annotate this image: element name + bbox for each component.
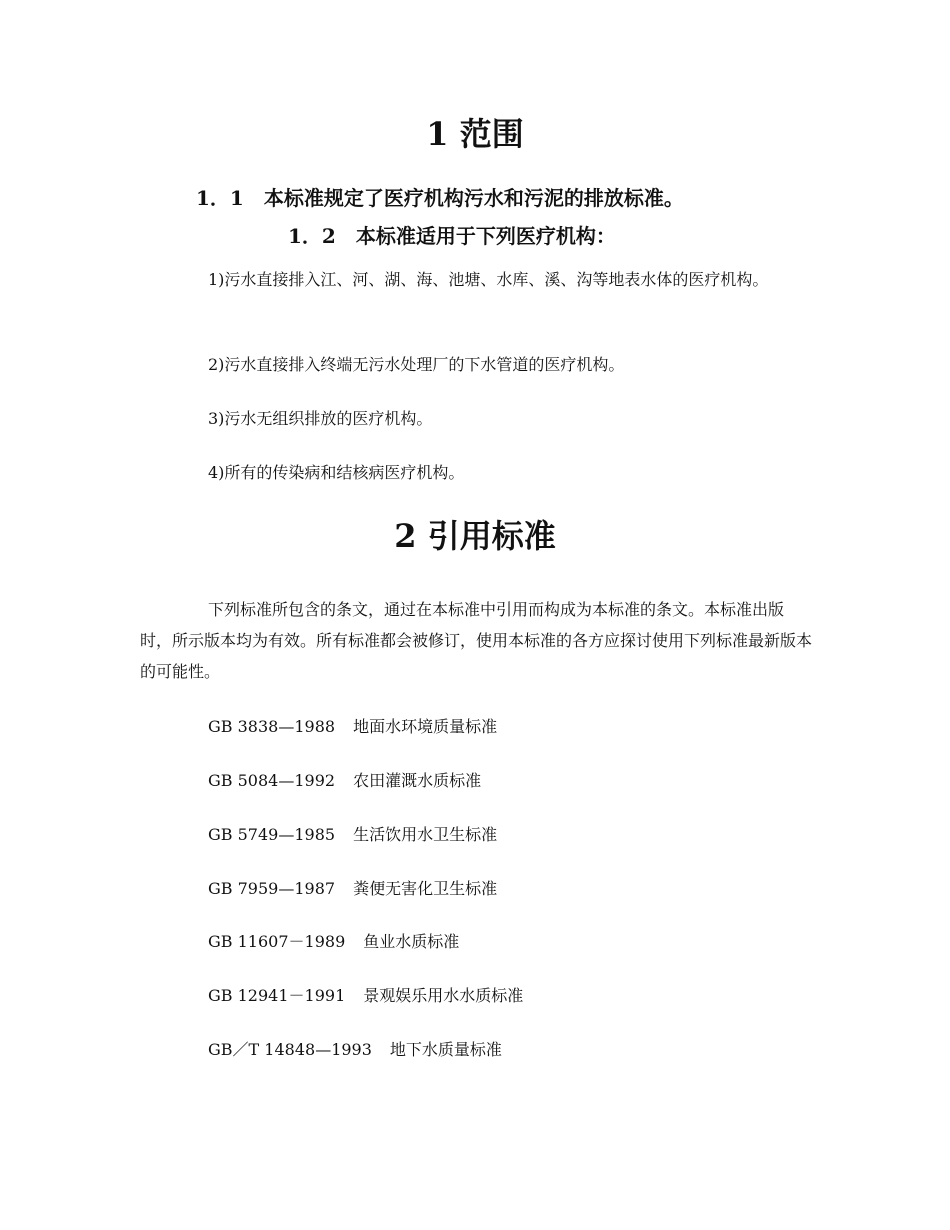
standard-title: 生活饮用水卫生标准 (353, 825, 498, 844)
list-item-4: 4)所有的传染病和结核病医疗机构。 (208, 463, 465, 482)
clause-1-1: 1．1 本标准规定了医疗机构污水和污泥的排放标准。 (196, 186, 684, 210)
list-item-3: 3)污水无组织排放的医疗机构。 (208, 409, 433, 428)
standard-row (208, 930, 459, 954)
standard-title: 鱼业水质标准 (363, 932, 460, 951)
standard-row (208, 823, 497, 847)
standard-title: 粪便无害化卫生标准 (353, 879, 498, 898)
standard-title: 景观娱乐用水水质标准 (363, 986, 524, 1005)
standard-code: GB 12941－1991 (208, 986, 346, 1005)
list-item-1: 1)污水直接排入江、河、湖、海、池塘、水库、溪、沟等地表水体的医疗机构。 (208, 270, 769, 289)
standard-row (208, 984, 523, 1008)
standard-code: GB 11607－1989 (208, 932, 346, 951)
standard-code: GB 5084—1992 (208, 771, 336, 790)
standard-title: 地面水环境质量标准 (353, 717, 498, 736)
section-2-intro: 下列标准所包含的条文，通过在本标准中引用而构成为本标准的条文。本标准出版时，所示版本均为有效。所有标准都会被修订，使用本标准的各方应探讨使用下列标准最新版本的可能性。 (140, 600, 813, 681)
standard-code: GB 3838—1988 (208, 717, 336, 736)
standard-title: 农田灌溉水质标准 (353, 771, 482, 790)
standard-row (208, 715, 497, 739)
section-1-heading: 1 范围 (426, 115, 524, 153)
standard-code: GB 7959—1987 (208, 879, 336, 898)
standard-code: GB／T 14848—1993 (208, 1040, 372, 1059)
standard-row (208, 877, 497, 901)
list-item-2: 2)污水直接排入终端无污水处理厂的下水管道的医疗机构。 (208, 355, 625, 374)
standard-code: GB 5749—1985 (208, 825, 336, 844)
standard-row (208, 769, 481, 793)
clause-1-2: 1．2 本标准适用于下列医疗机构： (288, 224, 616, 248)
standard-row (208, 1038, 502, 1062)
standard-title: 地下水质量标准 (389, 1040, 502, 1059)
section-2-heading: 2 引用标准 (394, 517, 556, 555)
